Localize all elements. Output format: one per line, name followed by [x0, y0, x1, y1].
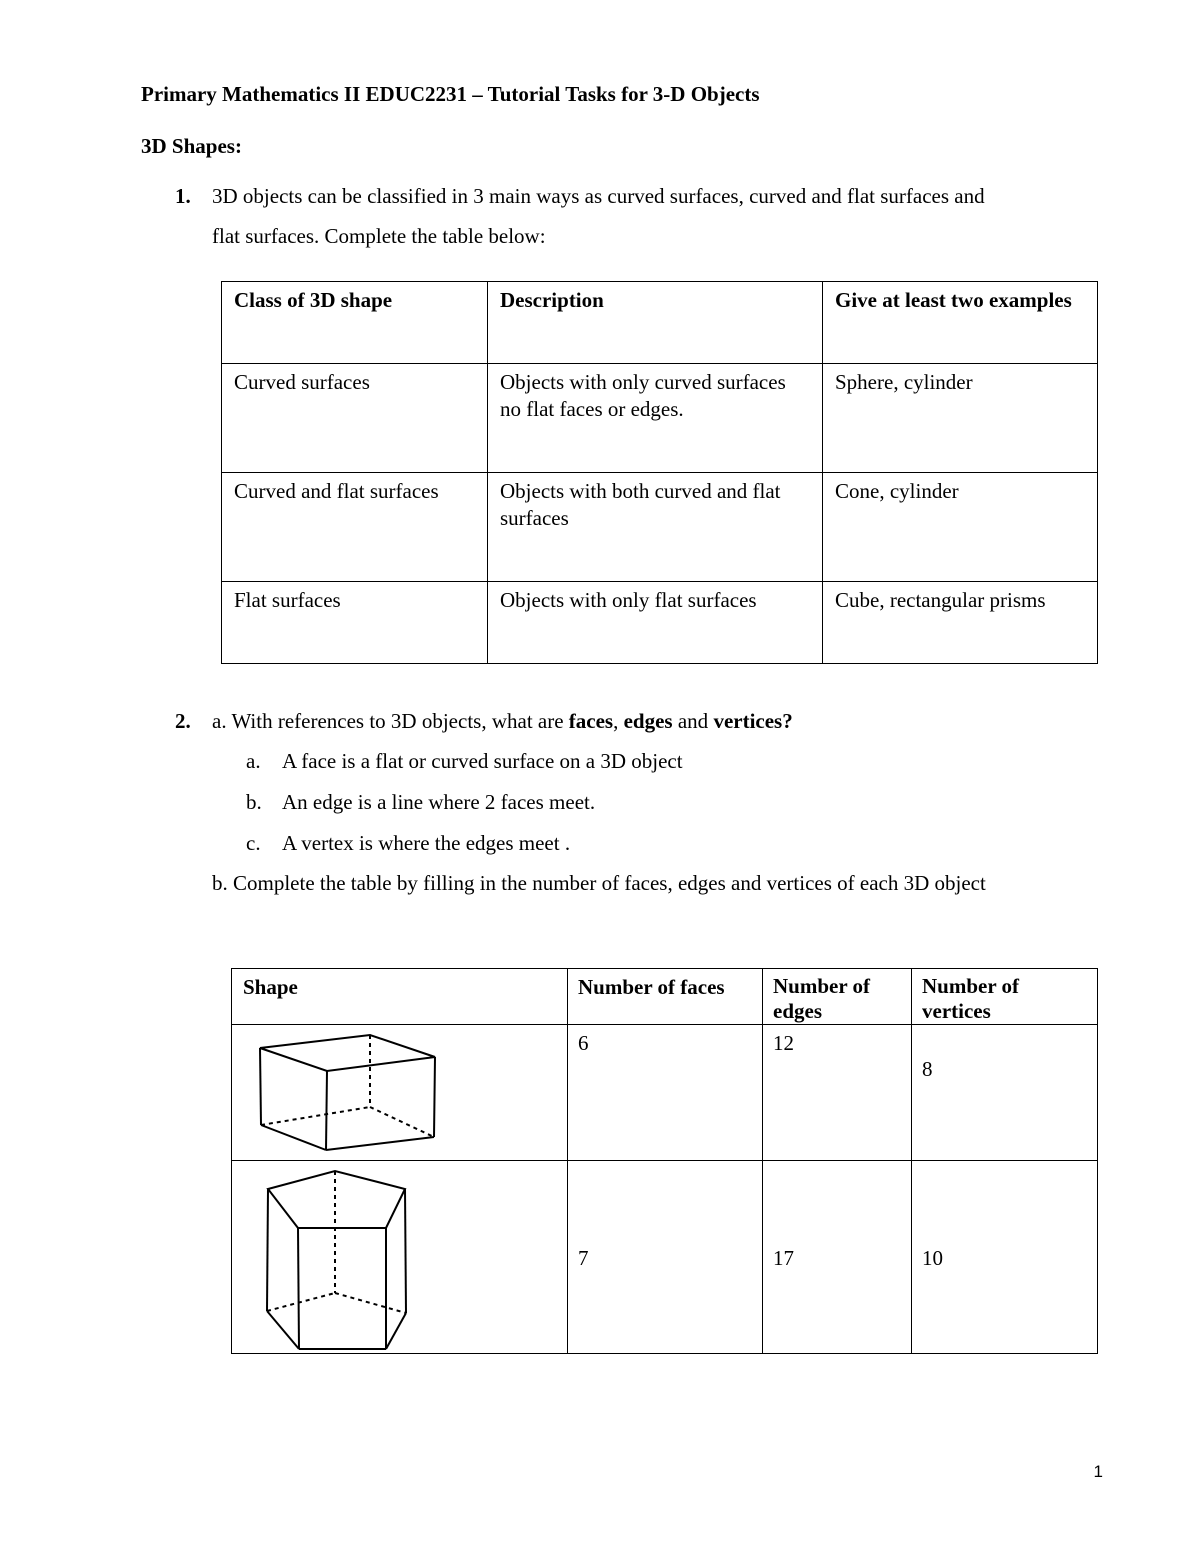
q2a-prefix: a. With references to 3D objects, what are: [212, 709, 569, 733]
header-description: Description: [500, 288, 604, 312]
header-faces: Number of faces: [578, 975, 725, 999]
q2a-comma: ,: [613, 709, 624, 733]
question-2a-text: [212, 709, 793, 734]
vertices-value: 8: [922, 1057, 933, 1081]
table-header-row: [232, 969, 1098, 1025]
cell-description: Objects with both curved and flat surfaces: [500, 479, 781, 530]
section-heading: 3D Shapes:: [141, 134, 242, 158]
answer-letter: c.: [246, 831, 261, 855]
cell-examples: Cone, cylinder: [835, 479, 959, 503]
answer-vertex: A vertex is where the edges meet .: [282, 831, 571, 855]
cell-examples: Cube, rectangular prisms: [835, 588, 1046, 612]
header-examples: Give at least two examples: [835, 288, 1072, 312]
pentagonal-prism-icon: [262, 1163, 422, 1353]
term-faces: faces: [568, 709, 614, 733]
faces-edges-vertices-table: [231, 968, 1098, 1354]
answer-face: A face is a flat or curved surface on a 3D object: [282, 749, 683, 773]
question-1-text-line1: 3D objects can be classified in 3 main ways as curved surfaces, curved and flat surfaces and: [212, 184, 985, 208]
cell-description: Objects with only curved surfaces no flat faces or edges.: [500, 370, 786, 421]
shape-cell: [232, 1025, 568, 1161]
cell-class: Flat surfaces: [234, 588, 341, 612]
cell-examples: Sphere, cylinder: [835, 370, 973, 394]
cell-class: Curved and flat surfaces: [234, 479, 439, 503]
cell-class: Curved surfaces: [234, 370, 370, 394]
document-title: Primary Mathematics II EDUC2231 – Tutorial Tasks for 3-D Objects: [141, 82, 760, 106]
table-row: [222, 364, 1098, 473]
header-class: Class of 3D shape: [234, 288, 393, 312]
page-number: 1: [1093, 1462, 1103, 1481]
header-edges: Number of edges: [773, 974, 871, 1023]
question-1-number: 1.: [175, 184, 191, 208]
classification-table: [221, 281, 1098, 664]
answer-letter: b.: [246, 790, 262, 814]
faces-value: 6: [578, 1031, 589, 1055]
answer-edge: An edge is a line where 2 faces meet.: [282, 790, 596, 814]
table-header-row: [222, 282, 1098, 364]
question-2-number: 2.: [175, 709, 191, 733]
cell-description: Objects with only flat surfaces: [500, 588, 757, 612]
rectangular-prism-icon: [252, 1029, 462, 1159]
edges-value: 12: [773, 1031, 794, 1055]
header-shape: Shape: [243, 975, 298, 999]
edges-value: 17: [773, 1246, 794, 1270]
term-edges: edges: [623, 709, 673, 733]
answer-letter: a.: [246, 749, 261, 773]
shape-cell: [232, 1161, 568, 1354]
q2a-and: and: [672, 709, 714, 733]
question-2b-text: b. Complete the table by filling in the number of faces, edges and vertices of each 3D object: [212, 871, 986, 895]
question-1-text-line2: flat surfaces. Complete the table below:: [212, 224, 546, 248]
vertices-value: 10: [922, 1246, 943, 1270]
faces-value: 7: [578, 1246, 589, 1270]
table-row: [232, 1161, 1098, 1354]
term-vertices: vertices?: [713, 709, 793, 733]
table-row: [222, 473, 1098, 582]
header-vertices: Number of vertices: [922, 974, 1020, 1023]
table-row: [222, 582, 1098, 664]
table-row: [232, 1025, 1098, 1161]
